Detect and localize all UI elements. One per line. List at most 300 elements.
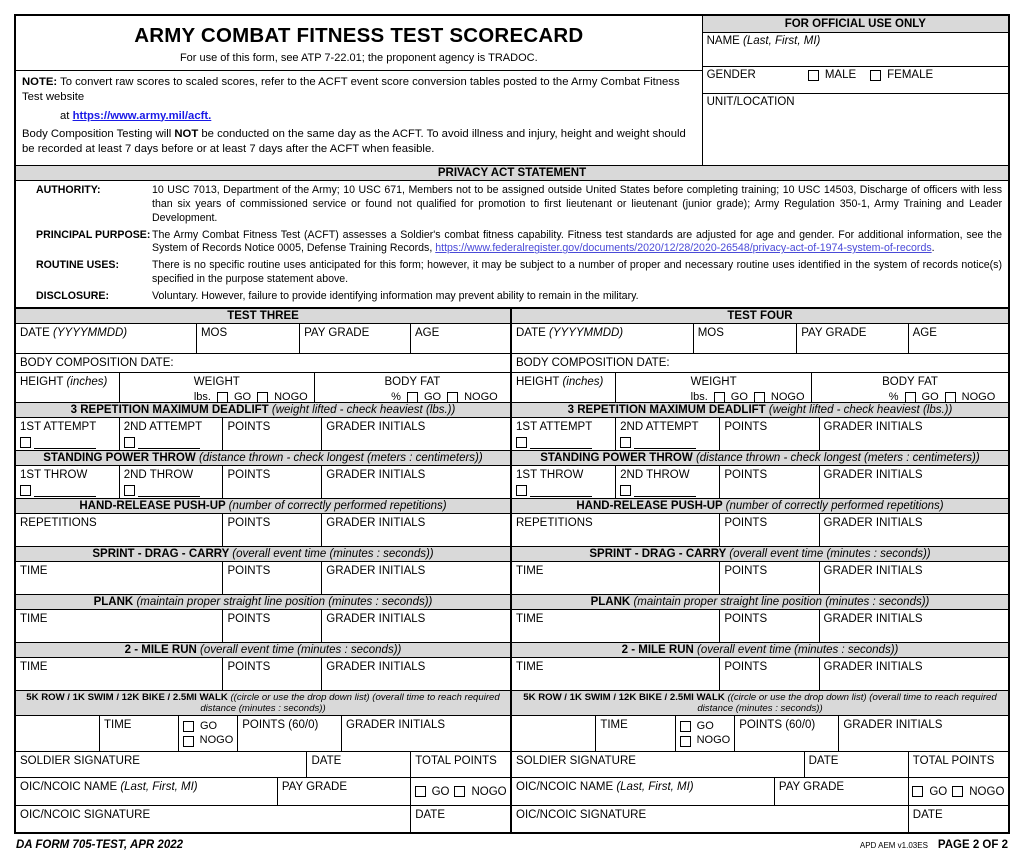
sdc-title: SPRINT - DRAG - CARRY <box>589 548 727 561</box>
test-three-body-comp-row <box>16 354 510 373</box>
oic-signature-row <box>512 806 1008 832</box>
total-points-label: TOTAL POINTS <box>415 755 497 768</box>
weight-nogo-option[interactable] <box>754 391 805 404</box>
oic-signature-field[interactable] <box>512 806 909 832</box>
second-attempt-input[interactable] <box>124 437 219 451</box>
go-label: GO <box>730 390 748 403</box>
deadlift-hint: (weight lifted - check heaviest (lbs.)) <box>271 404 456 417</box>
alt-cardio-row <box>16 716 510 752</box>
age-field[interactable] <box>909 324 1008 354</box>
gender-options <box>808 69 933 81</box>
oic-go-option[interactable] <box>415 785 450 799</box>
checkbox-icon[interactable] <box>952 786 963 797</box>
date-label: DATE <box>415 809 446 822</box>
privacy-text: Voluntary. However, failure to provide identifying information may prevent ability to remain in the military. <box>152 289 639 302</box>
plank-row <box>16 610 510 643</box>
mos-field[interactable] <box>197 324 300 354</box>
alt-go-option[interactable] <box>680 720 731 734</box>
page-title: ARMY COMBAT FITNESS TEST SCORECARD <box>134 24 584 47</box>
second-throw-input[interactable] <box>620 485 715 499</box>
checkbox-icon[interactable] <box>905 392 916 403</box>
nogo-label: NOGO <box>274 390 308 403</box>
pushup-points[interactable] <box>223 514 322 547</box>
deadlift-points[interactable] <box>223 418 322 451</box>
page-number: PAGE 2 OF 2 <box>937 839 1008 851</box>
privacy-text-before: The Army Combat Fitness Test (ACFT) assesses a Soldier's combat fitness capability. Fitness test standards are adjusted for age and gender. For additional information, see the System of Records Notice 0005, Defense Training Records, <box>152 228 1002 255</box>
checkbox-icon[interactable] <box>415 786 426 797</box>
grader-label: GRADER INITIALS <box>326 421 426 434</box>
points-label: POINTS <box>724 421 768 434</box>
plank-header <box>512 595 1008 610</box>
body-fat-inputs <box>816 391 1004 404</box>
date-hint: (YYYYMMDD) <box>549 327 624 340</box>
body-fat-value-line[interactable] <box>825 392 883 403</box>
oic-name-hint: (Last, First, MI) <box>616 781 694 794</box>
test-four-column <box>512 309 1008 832</box>
body-fat-value-line[interactable] <box>327 392 385 403</box>
checkbox-icon[interactable] <box>124 485 135 496</box>
note-paragraph-2 <box>22 127 696 158</box>
form-container <box>14 14 1010 834</box>
first-attempt-input[interactable] <box>516 437 611 451</box>
name-field[interactable] <box>703 33 1008 67</box>
go-label: GO <box>233 390 252 403</box>
value-line[interactable] <box>530 486 592 497</box>
grader-label: GRADER INITIALS <box>823 565 923 578</box>
checkbox-icon[interactable] <box>183 736 194 747</box>
run-hint: (overall event time (minutes : seconds)) <box>200 644 402 657</box>
height-label: HEIGHT <box>20 376 64 389</box>
height-field[interactable] <box>16 373 120 403</box>
checkbox-icon[interactable] <box>808 70 819 81</box>
date-hint: (YYYYMMDD) <box>53 327 128 340</box>
gender-field <box>703 67 1008 94</box>
gender-male-option[interactable] <box>808 69 856 81</box>
throw-second[interactable] <box>120 466 224 499</box>
weight-field[interactable] <box>616 373 812 403</box>
value-line[interactable] <box>530 438 592 449</box>
nogo-label: NOGO <box>464 390 498 403</box>
soldier-signature-field[interactable] <box>16 752 307 778</box>
throw-header <box>16 451 510 466</box>
date-field[interactable] <box>512 324 694 354</box>
male-label: MALE <box>824 69 857 81</box>
alt-cardio-time[interactable] <box>596 716 675 752</box>
total-points-field[interactable] <box>411 752 510 778</box>
run-hint: (overall event time (minutes : seconds)) <box>697 644 899 657</box>
grader-label: GRADER INITIALS <box>823 613 923 626</box>
grader-label: GRADER INITIALS <box>823 517 923 530</box>
value-line[interactable] <box>634 438 696 449</box>
deadlift-row <box>512 418 1008 451</box>
throw-title: STANDING POWER THROW <box>540 452 693 465</box>
run-grader-initials[interactable] <box>322 658 510 691</box>
pushup-grader-initials[interactable] <box>820 514 1008 547</box>
throw-hint: (distance thrown - check longest (meters : centimeters)) <box>695 452 980 465</box>
privacy-label: DISCLOSURE: <box>36 289 109 302</box>
throw-grader-initials[interactable] <box>820 466 1008 499</box>
unit-label: UNIT/LOCATION <box>706 96 795 108</box>
value-line[interactable] <box>138 438 200 449</box>
checkbox-icon[interactable] <box>20 437 31 448</box>
weight-label: WEIGHT <box>193 376 240 389</box>
note-p2-bold: NOT <box>174 127 199 140</box>
age-label: AGE <box>912 327 937 340</box>
gender-female-option[interactable] <box>870 69 933 81</box>
pushup-repetitions[interactable] <box>16 514 223 547</box>
points-label: POINTS <box>227 469 271 482</box>
pushup-row <box>16 514 510 547</box>
pay-grade-field[interactable] <box>797 324 908 354</box>
checkbox-icon[interactable] <box>945 392 956 403</box>
throw-title: STANDING POWER THROW <box>43 452 196 465</box>
privacy-act-body <box>16 181 1008 309</box>
nogo-label: NOGO <box>770 390 805 403</box>
checkbox-icon[interactable] <box>454 786 465 797</box>
soldier-date-field[interactable] <box>805 752 909 778</box>
pushup-repetitions[interactable] <box>512 514 720 547</box>
checkbox-icon[interactable] <box>183 721 194 732</box>
run-title: 2 - MILE RUN <box>124 644 197 657</box>
pushup-hint: (number of correctly performed repetitions) <box>228 500 447 513</box>
go-label: GO <box>200 719 218 732</box>
alt-cardio-event-select[interactable] <box>512 716 596 752</box>
grader-label: GRADER INITIALS <box>843 719 943 732</box>
checkbox-icon[interactable] <box>20 485 31 496</box>
grader-label: GRADER INITIALS <box>326 613 426 626</box>
body-composition-label: BODY COMPOSITION DATE: <box>20 357 174 370</box>
soldier-signature-row <box>512 752 1008 778</box>
note-at-prefix: at <box>60 109 73 122</box>
test-four-body-comp-row <box>512 354 1008 373</box>
throw-points[interactable] <box>223 466 322 499</box>
sdc-points[interactable] <box>223 562 322 595</box>
deadlift-hint: (weight lifted - check heaviest (lbs.)) <box>768 404 953 417</box>
oic-signature-row <box>16 806 510 832</box>
sdc-grader-initials[interactable] <box>322 562 510 595</box>
deadlift-row <box>16 418 510 451</box>
weight-nogo-option[interactable] <box>257 391 308 404</box>
form-header <box>16 16 1008 165</box>
weight-field[interactable] <box>120 373 315 403</box>
alt-nogo-option[interactable] <box>680 734 731 748</box>
alt-cardio-event-select[interactable] <box>16 716 100 752</box>
run-title: 2 - MILE RUN <box>621 644 694 657</box>
checkbox-icon[interactable] <box>620 437 631 448</box>
deadlift-first-attempt[interactable] <box>512 418 616 451</box>
mos-field[interactable] <box>694 324 798 354</box>
alt-cardio-points[interactable] <box>735 716 839 752</box>
alt-cardio-row <box>512 716 1008 752</box>
checkbox-icon[interactable] <box>680 736 691 747</box>
sdc-grader-initials[interactable] <box>820 562 1008 595</box>
oic-nogo-option[interactable] <box>952 785 1004 799</box>
unit-location-field[interactable] <box>703 94 1008 128</box>
repetitions-label: REPETITIONS <box>516 517 593 530</box>
deadlift-title: 3 REPETITION MAXIMUM DEADLIFT <box>567 404 766 417</box>
federal-register-link[interactable]: https://www.federalregister.gov/documents/2020/12/28/2020-26548/privacy-act-of-1974-system-of-records <box>435 242 932 255</box>
weight-inputs <box>124 391 310 404</box>
value-line[interactable] <box>34 486 96 497</box>
checkbox-icon[interactable] <box>754 392 765 403</box>
points-alt-label: POINTS (60/0) <box>739 719 816 732</box>
checkbox-icon[interactable] <box>912 786 923 797</box>
throw-first[interactable] <box>512 466 616 499</box>
time-label: TIME <box>20 565 48 578</box>
run-time[interactable] <box>512 658 720 691</box>
body-fat-go-option[interactable] <box>905 391 939 404</box>
time-label: TIME <box>516 565 544 578</box>
height-field[interactable] <box>512 373 616 403</box>
privacy-label: AUTHORITY: <box>36 184 101 197</box>
privacy-text <box>152 229 1002 257</box>
pushup-points[interactable] <box>720 514 819 547</box>
oic-nogo-option[interactable] <box>454 785 506 799</box>
pay-grade-label: PAY GRADE <box>281 781 347 794</box>
sdc-row <box>16 562 510 595</box>
throw-points[interactable] <box>720 466 819 499</box>
checkbox-icon[interactable] <box>447 392 458 403</box>
points-label: POINTS <box>227 613 271 626</box>
oic-name-field[interactable] <box>16 778 278 806</box>
mos-label: MOS <box>697 327 724 340</box>
grader-label: GRADER INITIALS <box>823 421 923 434</box>
total-points-field[interactable] <box>909 752 1008 778</box>
privacy-text: 10 USC 7013, Department of the Army; 10 USC 671, Members not to be assigned outside United States before completing training; 10 USC 14503, Discharge of officers with less than six years of commissioned service or found not qualified for promotion to first lieutenant or lieutenant (junior grade); Army Regulation 350-1, Army Training and Leader Development. <box>152 184 1002 224</box>
oic-pay-grade-field[interactable] <box>278 778 411 806</box>
deadlift-first-attempt[interactable] <box>16 418 120 451</box>
deadlift-second-attempt[interactable] <box>616 418 720 451</box>
plank-hint: (maintain proper straight line position (minutes : seconds)) <box>633 596 930 609</box>
first-attempt-label: 1ST ATTEMPT <box>516 421 593 434</box>
army-acft-link[interactable]: https://www.army.mil/acft. <box>72 109 212 122</box>
body-fat-label: BODY FAT <box>882 376 938 389</box>
name-hint: (Last, First, MI) <box>743 35 821 47</box>
run-points[interactable] <box>223 658 322 691</box>
header-left-block <box>16 16 703 165</box>
body-fat-field[interactable] <box>315 373 510 403</box>
pushup-header <box>512 499 1008 514</box>
second-throw-input[interactable] <box>124 485 219 499</box>
oic-go-nogo[interactable] <box>411 778 510 806</box>
sdc-title: SPRINT - DRAG - CARRY <box>92 548 230 561</box>
oic-go-nogo[interactable] <box>909 778 1008 806</box>
plank-grader-initials[interactable] <box>322 610 510 643</box>
value-line[interactable] <box>634 486 696 497</box>
checkbox-icon[interactable] <box>217 392 228 403</box>
sdc-row <box>512 562 1008 595</box>
name-label: NAME <box>706 35 740 47</box>
pay-grade-label: PAY GRADE <box>304 327 370 340</box>
deadlift-second-attempt[interactable] <box>120 418 224 451</box>
checkbox-icon[interactable] <box>257 392 268 403</box>
run-header <box>16 643 510 658</box>
test-four-measurements-row <box>512 373 1008 403</box>
pushup-title: HAND-RELEASE PUSH-UP <box>576 500 723 513</box>
oic-date-field[interactable] <box>909 806 1008 832</box>
go-label: GO <box>696 719 714 732</box>
weight-go-option[interactable] <box>714 391 748 404</box>
soldier-date-field[interactable] <box>307 752 411 778</box>
alt-cardio-time[interactable] <box>100 716 179 752</box>
throw-second[interactable] <box>616 466 720 499</box>
body-fat-field[interactable] <box>812 373 1008 403</box>
alt-cardio-title: 5K ROW / 1K SWIM / 12K BIKE / 2.5MI WALK <box>26 692 228 704</box>
first-throw-input[interactable] <box>20 485 115 499</box>
alt-cardio-go-nogo[interactable] <box>179 716 238 752</box>
oic-pay-grade-field[interactable] <box>775 778 909 806</box>
sdc-hint: (overall event time (minutes : seconds)) <box>232 548 434 561</box>
weight-value-line[interactable] <box>623 392 685 403</box>
lbs-label: lbs. <box>690 390 708 403</box>
pushup-hint: (number of correctly performed repetitions) <box>725 500 944 513</box>
go-label: GO <box>431 785 450 798</box>
alt-cardio-grader-initials[interactable] <box>839 716 1008 752</box>
second-throw-label: 2ND THROW <box>123 469 194 482</box>
date-label: DATE <box>20 327 50 340</box>
test-four-title: TEST FOUR <box>512 309 1008 324</box>
value-line[interactable] <box>138 486 200 497</box>
deadlift-points[interactable] <box>720 418 819 451</box>
age-field[interactable] <box>411 324 510 354</box>
privacy-row-disclosure <box>22 290 1002 304</box>
nogo-label: NOGO <box>969 785 1005 798</box>
weight-inputs <box>620 391 807 404</box>
total-points-label: TOTAL POINTS <box>912 755 995 768</box>
alt-nogo-option[interactable] <box>183 734 233 748</box>
date-field[interactable] <box>16 324 197 354</box>
oic-signature-field[interactable] <box>16 806 411 832</box>
date-label: DATE <box>912 809 943 822</box>
pushup-grader-initials[interactable] <box>322 514 510 547</box>
privacy-label: ROUTINE USES: <box>36 259 119 272</box>
body-composition-label: BODY COMPOSITION DATE: <box>516 357 670 370</box>
oic-name-field[interactable] <box>512 778 775 806</box>
throw-row <box>16 466 510 499</box>
time-label: TIME <box>20 661 48 674</box>
privacy-label: PRINCIPAL PURPOSE: <box>36 228 151 241</box>
grader-label: GRADER INITIALS <box>326 661 426 674</box>
plank-time[interactable] <box>16 610 223 643</box>
body-composition-date-field[interactable] <box>512 354 1008 373</box>
checkbox-icon[interactable] <box>620 485 631 496</box>
repetitions-label: REPETITIONS <box>20 517 97 530</box>
sdc-points[interactable] <box>720 562 819 595</box>
sdc-time[interactable] <box>512 562 720 595</box>
alt-cardio-hint: ((circle or use the drop down list) (overall time to reach required distance (minutes : seconds)) <box>200 692 500 715</box>
soldier-signature-field[interactable] <box>512 752 805 778</box>
points-label: POINTS <box>227 661 271 674</box>
oic-name-label: OIC/NCOIC NAME <box>516 781 614 794</box>
checkbox-icon[interactable] <box>516 437 527 448</box>
first-throw-label: 1ST THROW <box>20 469 88 482</box>
body-fat-nogo-option[interactable] <box>945 391 996 404</box>
checkbox-icon[interactable] <box>714 392 725 403</box>
alt-cardio-hint: ((circle or use the drop down list) (overall time to reach required distance (minutes : seconds)) <box>697 692 997 715</box>
time-label: TIME <box>20 613 48 626</box>
oic-go-option[interactable] <box>912 785 947 799</box>
sdc-time[interactable] <box>16 562 223 595</box>
points-label: POINTS <box>724 469 768 482</box>
alt-cardio-points[interactable] <box>238 716 342 752</box>
deadlift-header <box>16 403 510 418</box>
plank-hint: (maintain proper straight line position (minutes : seconds)) <box>136 596 433 609</box>
second-attempt-input[interactable] <box>620 437 715 451</box>
body-fat-nogo-option[interactable] <box>447 391 498 404</box>
first-throw-input[interactable] <box>516 485 611 499</box>
alt-go-option[interactable] <box>183 720 233 734</box>
alt-cardio-go-nogo[interactable] <box>676 716 736 752</box>
privacy-row-routine-uses <box>22 259 1002 287</box>
nogo-label: NOGO <box>471 785 507 798</box>
oic-date-field[interactable] <box>411 806 510 832</box>
weight-value-line[interactable] <box>126 392 188 403</box>
checkbox-icon[interactable] <box>870 70 881 81</box>
go-label: GO <box>921 390 939 403</box>
plank-grader-initials[interactable] <box>820 610 1008 643</box>
throw-grader-initials[interactable] <box>322 466 510 499</box>
body-fat-go-option[interactable] <box>407 391 441 404</box>
value-line[interactable] <box>34 438 96 449</box>
deadlift-grader-initials[interactable] <box>322 418 510 451</box>
run-row <box>512 658 1008 691</box>
nogo-label: NOGO <box>961 390 996 403</box>
run-points[interactable] <box>720 658 819 691</box>
date-label: DATE <box>808 755 839 768</box>
first-attempt-input[interactable] <box>20 437 115 451</box>
body-fat-label: BODY FAT <box>384 376 441 389</box>
plank-time[interactable] <box>512 610 720 643</box>
soldier-signature-label: SOLDIER SIGNATURE <box>516 755 636 768</box>
pay-grade-field[interactable] <box>300 324 411 354</box>
form-footer <box>14 839 1010 851</box>
body-composition-date-field[interactable] <box>16 354 510 373</box>
grader-label: GRADER INITIALS <box>326 517 426 530</box>
checkbox-icon[interactable] <box>407 392 418 403</box>
oic-signature-label: OIC/NCOIC SIGNATURE <box>516 809 647 822</box>
grader-label: GRADER INITIALS <box>326 565 426 578</box>
height-label: HEIGHT <box>516 376 560 389</box>
checkbox-icon[interactable] <box>516 485 527 496</box>
title-box <box>16 16 702 71</box>
plank-points[interactable] <box>720 610 819 643</box>
run-time[interactable] <box>16 658 223 691</box>
alt-cardio-title: 5K ROW / 1K SWIM / 12K BIKE / 2.5MI WALK <box>523 692 725 704</box>
privacy-row-principal-purpose <box>22 229 1002 257</box>
page-subtitle: For use of this form, see ATP 7-22.01; the proponent agency is TRADOC. <box>179 52 538 64</box>
checkbox-icon[interactable] <box>680 721 691 732</box>
points-alt-label: POINTS (60/0) <box>242 719 319 732</box>
run-grader-initials[interactable] <box>820 658 1008 691</box>
date-label: DATE <box>516 327 546 340</box>
go-label: GO <box>929 785 948 798</box>
oic-name-row <box>512 778 1008 806</box>
note-text-1: To convert raw scores to scaled scores, refer to the ACFT event score conversion tables posted to the Army Combat Fitness Test website <box>22 76 680 104</box>
alt-cardio-grader-initials[interactable] <box>342 716 510 752</box>
test-four-identity-row <box>512 324 1008 354</box>
points-label: POINTS <box>724 613 768 626</box>
time-label: TIME <box>516 613 544 626</box>
checkbox-icon[interactable] <box>124 437 135 448</box>
plank-header <box>16 595 510 610</box>
weight-go-option[interactable] <box>217 391 251 404</box>
test-three-measurements-row <box>16 373 510 403</box>
female-label: FEMALE <box>887 69 934 81</box>
first-throw-label: 1ST THROW <box>516 469 584 482</box>
deadlift-grader-initials[interactable] <box>820 418 1008 451</box>
plank-points[interactable] <box>223 610 322 643</box>
throw-first[interactable] <box>16 466 120 499</box>
